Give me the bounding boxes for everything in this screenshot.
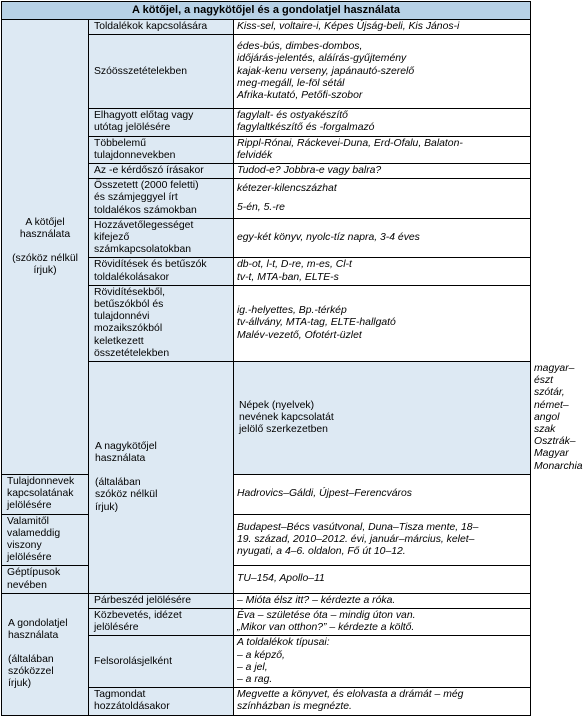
row-example: db-ot, l-t, D-re, m-es, Cl-t tv-t, MTA-ban, ELTE-s <box>234 258 531 285</box>
row-label: Tulajdonnevek kapcsolatának jelölésére <box>2 474 89 514</box>
table-row <box>2 20 531 35</box>
row-example: fagylalt- és ostyakészítő fagylaltkészítő és -forgalmazó <box>234 109 531 136</box>
row-label: Szóösszetételekben <box>89 35 234 109</box>
section-text: szóköz nélkül <box>95 489 158 501</box>
table-row <box>2 474 531 514</box>
row-example: Éva – születése óta – mindig úton van. „Mikor van otthon?” – kérdezte a költő. <box>234 608 531 635</box>
section-text: A gondolatjel <box>8 617 68 629</box>
section-gondolatjel <box>2 593 89 715</box>
row-label: Párbeszéd jelölésére <box>89 593 234 608</box>
usage-table-container <box>1 1 583 716</box>
section-text: (szóköz nélkül <box>12 252 78 264</box>
section-text: írjuk) <box>33 265 57 277</box>
section-text: használata <box>19 228 71 240</box>
row-label: Elhagyott előtag vagy utótag jelölésére <box>89 109 234 136</box>
row-label: Összetett (2000 feletti) és számjeggyel írt toldalékos számokban <box>89 179 234 219</box>
row-example: édes-bús, dimbes-dombos, időjárás-jelentés, aláírás-gyűjtemény kajak-kenu verseny, japánautó-szerelő meg-megáll, le-föl sétál Afrika-kutató, Petőfi-szobor <box>234 35 531 109</box>
section-text: szóközzel <box>8 666 54 678</box>
row-label: Rövidítések és betűszók toldalékolásakor <box>89 258 234 285</box>
row-label: Géptípusok nevében <box>2 566 89 593</box>
table-row <box>2 514 531 566</box>
row-example: TU–154, Apollo–11 <box>234 566 531 593</box>
row-example: Kiss-sel, voltaire-i, Képes Újság-beli, Kis János-i <box>234 20 531 35</box>
section-text: használata <box>8 629 59 641</box>
section-text: A nagykötőjel <box>95 440 157 452</box>
row-example: Budapest–Bécs vasútvonal, Duna–Tisza mente, 18– 19. század, 2010–2012. évi, január–március, kelet– nyugati, a 4–6. oldalon, Fő út 10–12. <box>234 514 531 566</box>
row-label: Az -e kérdőszó írásakor <box>89 164 234 179</box>
section-kotojel <box>2 20 89 475</box>
row-label: Valamitől valameddig viszony jelölésére <box>2 514 89 566</box>
title-row <box>2 2 531 20</box>
row-example: Megvette a könyvet, és elolvasta a drámát – még színházban is megnézte. <box>234 688 531 715</box>
row-example: egy-két könyv, nyolc-tíz napra, 3-4 éves <box>234 218 531 258</box>
row-label: Hozzávetőlegességet kifejező számkapcsolatokban <box>89 218 234 258</box>
row-label: Felsorolásjelként <box>89 636 234 688</box>
row-example: – Mióta élsz itt? – kérdezte a róka. <box>234 593 531 608</box>
row-example: ig.-helyettes, Bp.-térkép tv-állvány, MTA-tag, ELTE-hallgató Malév-vezető, Ofotért-üzlet <box>234 285 531 361</box>
row-example: Hadrovics–Gáldi, Újpest–Ferencváros <box>234 474 531 514</box>
section-text: használata <box>95 453 146 465</box>
dash-usage-table <box>1 1 583 716</box>
row-label: Népek (nyelvek) nevének kapcsolatát jelölő szerkezetben <box>234 362 531 475</box>
section-text: A kötőjel <box>25 216 65 228</box>
row-label: Közbevetés, idézet jelölésére <box>89 608 234 635</box>
row-label: Többelemű tulajdonnevekben <box>89 136 234 163</box>
row-example: A toldalékok típusai: – a képző, – a jel, – a rag. <box>234 636 531 688</box>
row-label: Toldalékok kapcsolására <box>89 20 234 35</box>
section-text: (általában <box>95 477 141 489</box>
table-row: A nagykötőjel használata (általában szóköz nélkül írjuk) Népek (nyelvek) nevének kapcsolatát jelölő szerkezetben magyar–észt szótár, német–angol szak Osztrák–Magyar Monarchia <box>2 362 531 475</box>
section-text: (általában <box>8 654 54 666</box>
row-label: Tagmondat hozzátoldásakor <box>89 688 234 715</box>
section-text: írjuk) <box>95 501 119 513</box>
table-title: A kötőjel, a nagykötőjel és a gondolatjel használata <box>2 2 531 20</box>
table-row <box>2 566 531 593</box>
row-example: Rippl-Rónai, Ráckevei-Duna, Erd-Ofalu, Balaton- felvidék <box>234 136 531 163</box>
row-example: Tudod-e? Jobbra-e vagy balra? <box>234 164 531 179</box>
row-example: kétezer-kilencszázhat 5-én, 5.-re <box>234 179 531 219</box>
section-text: írjuk) <box>8 678 32 690</box>
table-row <box>2 593 531 608</box>
row-label: Rövidítésekből, betűszókból és tulajdonnévi mozaikszókból keletkezett összetételekben <box>89 285 234 361</box>
section-nagykotojel <box>89 362 234 594</box>
